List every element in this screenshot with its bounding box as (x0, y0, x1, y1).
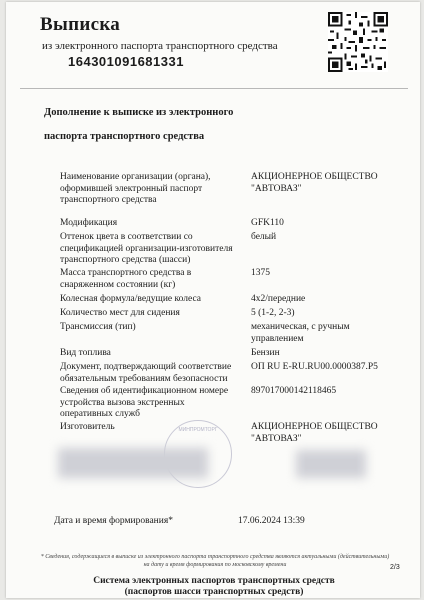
field-label: Оттенок цвета в соответствии со спецификацией организации-изготовителя транспортного средства (шасси) (60, 232, 233, 265)
field-value: 897017000142118465 (251, 386, 337, 396)
footer-line-2: (паспортов шасси транспортных средств) (124, 587, 304, 597)
stamp-text: МИНПРОМТОРГ (178, 427, 218, 433)
field-value: Бензин (251, 348, 280, 358)
field-label: Модификация (60, 218, 118, 228)
formed-date-value: 17.06.2024 13:39 (238, 516, 305, 526)
qr-code-icon (328, 12, 388, 72)
header-divider (20, 88, 408, 89)
addendum-line-2: паспорта транспортного средства (44, 131, 205, 142)
addendum-line-1: Дополнение к выписке из электронного (44, 107, 234, 118)
page-number: 2/3 (390, 564, 400, 571)
field-value: белый (251, 232, 277, 242)
field-value: механическая, с ручным управлением (251, 322, 350, 344)
field-value: ОП RU E-RU.RU00.0000387.P5 (251, 362, 378, 372)
field-label: Масса транспортного средства в снаряженном состоянии (кг) (60, 268, 192, 290)
footer-system-name (46, 576, 382, 598)
field-label: Наименование организации (органа), оформившей электронный паспорт транспортного средства (60, 172, 211, 205)
field-label: Трансмиссия (тип) (60, 322, 136, 332)
field-label: Колесная формула/ведущие колеса (60, 294, 201, 304)
document-title: Выписка (40, 14, 121, 35)
field-label: Документ, подтверждающий соответствие обязательным требованиям безопасности (60, 362, 232, 384)
field-value: 5 (1-2, 2-3) (251, 308, 295, 318)
redacted-area (58, 448, 208, 478)
field-label: Сведения об идентификационном номере устройства вызова экстренных оперативных служб (60, 386, 229, 419)
field-value: 4x2/передние (251, 294, 306, 304)
field-value: АКЦИОНЕРНОЕ ОБЩЕСТВО "АВТОВАЗ" (251, 422, 378, 444)
addendum-heading (44, 101, 304, 149)
field-label: Вид топлива (60, 348, 111, 358)
field-value: 1375 (251, 268, 270, 278)
field-label: Изготовитель (60, 422, 115, 432)
redacted-area (296, 450, 366, 478)
field-value: АКЦИОНЕРНОЕ ОБЩЕСТВО "АВТОВАЗ" (251, 172, 378, 194)
document-subtitle: из электронного паспорта транспортного средства (42, 40, 278, 52)
footer-line-1: Система электронных паспортов транспортных средств (93, 576, 335, 586)
footnote: * Сведения, содержащиеся в выписке из электронного паспорта транспортного средства являются актуальными (действительными) на дату и время формирования по московскому времени (40, 554, 390, 568)
field-value: GFK110 (251, 218, 284, 228)
formed-date-label: Дата и время формирования* (54, 516, 173, 526)
document-page (6, 2, 420, 598)
field-label: Количество мест для сидения (60, 308, 180, 318)
document-number: 164301091681331 (68, 54, 184, 69)
